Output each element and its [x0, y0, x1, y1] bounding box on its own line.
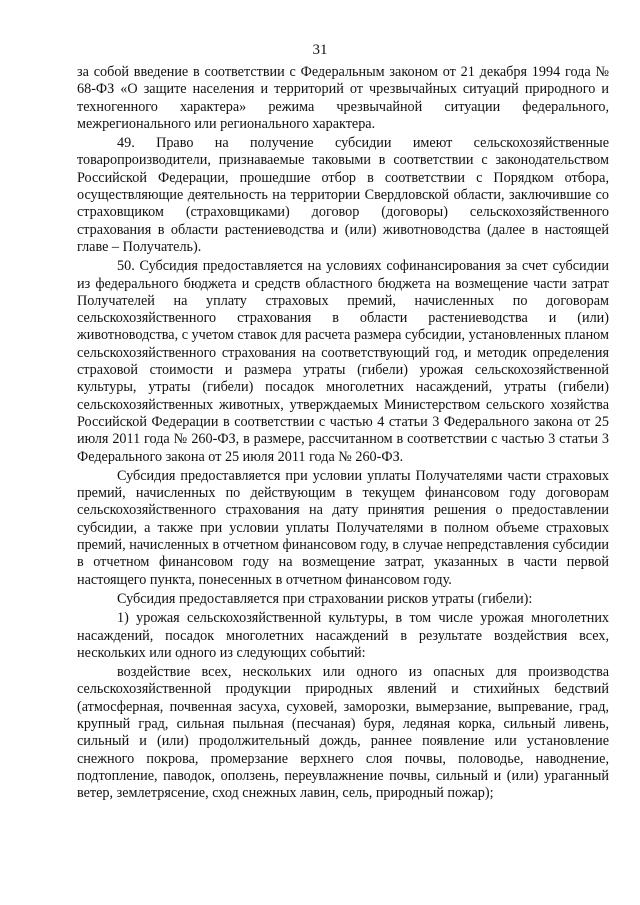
paragraph: 1) урожая сельскохозяйственной культуры, в том числе урожая многолетних насаждений, посадок многолетних насаждений в результате воздействия всех, нескольких или одного из следующих событий: — [77, 610, 609, 661]
paragraph: Субсидия предоставляется при условии уплаты Получателями части страховых премий, начисленных по действующим в текущем финансовом году договорам сельскохозяйственного страхования на дату принятия решения о предоставлении субсидии, а также при условии уплаты Получателями в полном объеме страховых премий, начисленных в отчетном финансовом году, в случае непредставления субсидии в отчетном финансовом году на возмещение затрат, указанных в части первой настоящего пункта, понесенных в отчетном финансовом году. — [77, 467, 609, 588]
page-number: 31 — [312, 42, 328, 58]
paragraph: за собой введение в соответствии с Федеральным законом от 21 декабря 1994 года № 68-ФЗ «О защите населения и территорий от чрезвычайных ситуаций природного и техногенного характера» режима чрезвычайной ситуации федерального, межрегионального или регионального характера. — [77, 64, 609, 132]
paragraph: 50. Субсидия предоставляется на условиях софинансирования за счет субсидии из федерального бюджета и средств областного бюджета на возмещение части затрат Получателей на уплату страховых премий, начисленных по договорам сельскохозяйственного страхования в области растениеводства и (или) животноводства, с учетом ставок для расчета размера субсидии, установленных планом сельскохозяйственного страхования на соответствующий год, и методик определения страховой стоимости и размера утраты (гибели) урожая сельскохозяйственной культуры, утраты (гибели) посадок многолетних насаждений, утраты (гибели) сельскохозяйственных животных, утверждаемых Министерством сельского хозяйства Российской Федерации в соответствии с частью 4 статьи 3 Федерального закона от 25 июля 2011 года № 260-ФЗ, в размере, рассчитанном в соответствии с частью 3 статьи 3 Федерального закона от 25 июля 2011 года № 260-ФЗ. — [77, 258, 609, 465]
paragraph: 49. Право на получение субсидии имеют сельскохозяйственные товаропроизводители, признаваемые таковыми в соответствии с законодательством Российской Федерации, прошедшие отбор в соответствии с Порядком отбора, осуществляющие деятельность на территории Свердловской области, заключившие со страховщиком (страховщиками) договор (договоры) сельскохозяйственного страхования в области растениеводства и (или) животноводства (далее в настоящей главе – Получатель). — [77, 135, 609, 255]
paragraph: воздействие всех, нескольких или одного из опасных для производства сельскохозяйственной продукции природных явлений и стихийных бедствий (атмосферная, почвенная засуха, суховей, заморозки, вымерзание, выпревание, град, крупный град, сильная пыльная (песчаная) буря, ледяная корка, сильный ливень, сильный и (или) продолжительный дождь, раннее появление или установление снежного покрова, промерзание верхнего слоя почвы, половодье, наводнение, подтопление, паводок, оползень, переувлажнение почвы, сильный и (или) ураганный ветер, землетрясение, сход снежных лавин, сель, природный пожар); — [77, 664, 609, 802]
document-body — [77, 64, 609, 804]
paragraph: Субсидия предоставляется при страховании рисков утраты (гибели): — [117, 590, 533, 607]
